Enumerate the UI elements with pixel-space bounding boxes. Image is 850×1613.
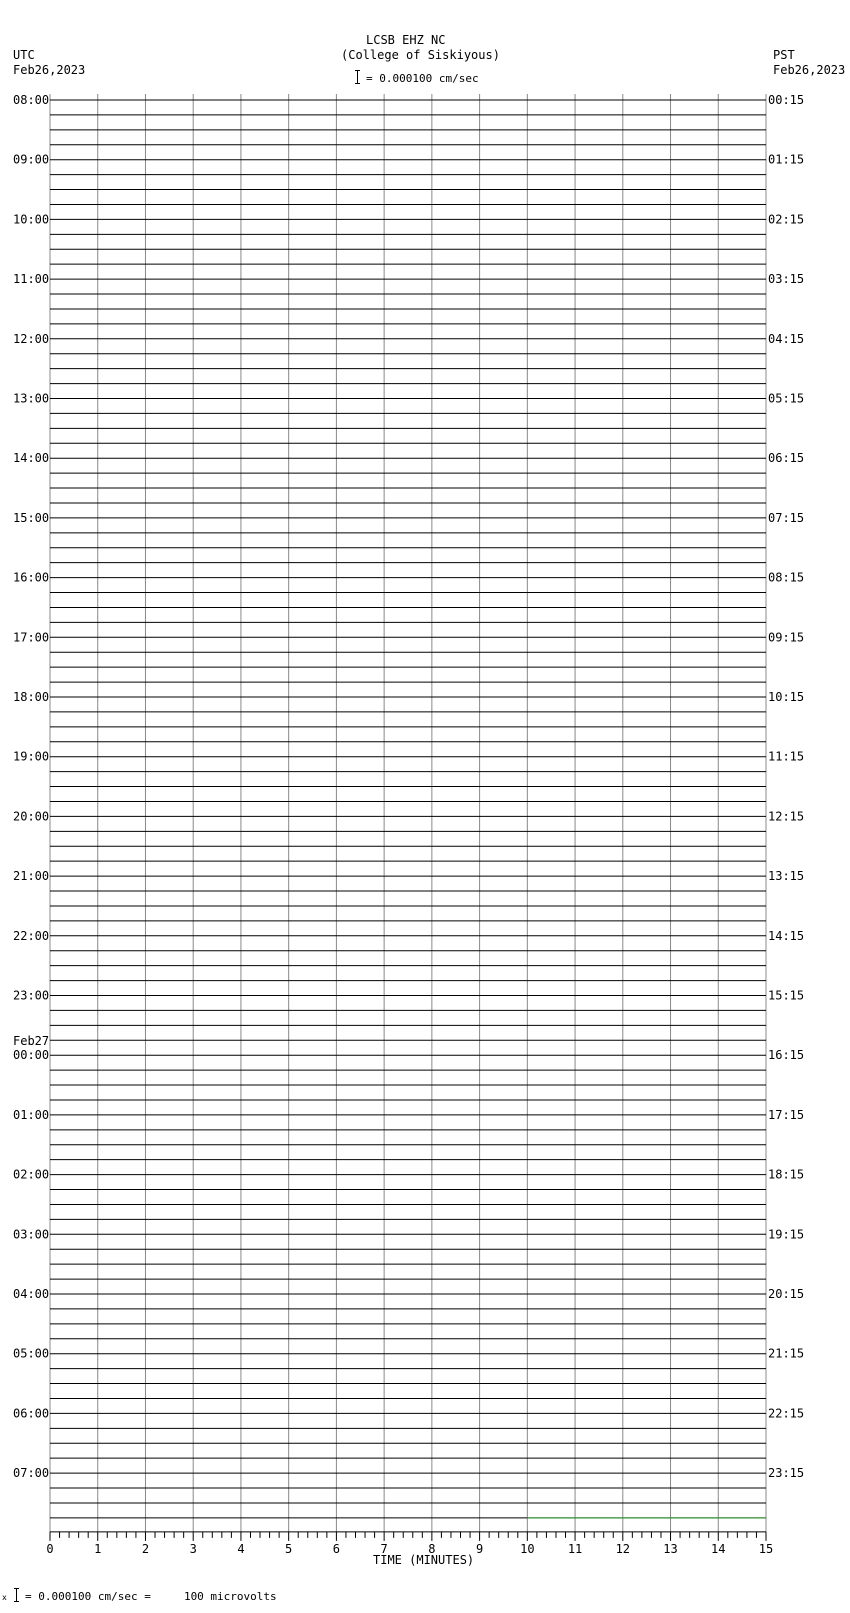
utc-hour-label: 22:00: [13, 928, 50, 943]
x-tick-label: 7: [380, 1541, 388, 1556]
utc-hour-label: 00:00: [13, 1048, 50, 1063]
utc-hour-label: 14:00: [13, 451, 50, 466]
footer-scale-note: = 0.000100 cm/sec = 100 microvolts: [25, 1590, 277, 1603]
x-tick-label: 14: [711, 1541, 726, 1556]
pst-hour-label: 08:15: [768, 570, 805, 585]
left-timezone: UTC: [13, 48, 35, 62]
utc-hour-label: 21:00: [13, 869, 50, 884]
x-tick-label: 0: [46, 1541, 54, 1556]
x-tick-label: 13: [663, 1541, 678, 1556]
x-axis-label: TIME (MINUTES): [373, 1553, 475, 1567]
pst-hour-label: 01:15: [768, 152, 805, 167]
utc-hour-label: 01:00: [13, 1107, 50, 1122]
x-tick-label: 5: [285, 1541, 293, 1556]
pst-hour-label: 12:15: [768, 809, 805, 824]
utc-hour-label: 07:00: [13, 1466, 50, 1481]
pst-hour-label: 17:15: [768, 1107, 805, 1122]
pst-hour-label: 15:15: [768, 988, 805, 1003]
pst-hour-label: 20:15: [768, 1287, 805, 1301]
pst-hour-label: 06:15: [768, 451, 805, 466]
pst-hour-label: 19:15: [768, 1227, 805, 1242]
left-date: Feb26,2023: [13, 63, 86, 77]
pst-hour-label: 23:15: [768, 1466, 805, 1481]
pst-hour-label: 13:15: [768, 869, 805, 884]
footer-scale-icon: [2, 1587, 20, 1601]
pst-hour-label: 00:15: [768, 93, 805, 107]
station-title: LCSB EHZ NC: [366, 33, 446, 47]
x-tick-label: 1: [94, 1541, 102, 1556]
utc-hour-label: 15:00: [13, 510, 50, 525]
pst-hour-label: 10:15: [768, 690, 805, 704]
x-tick-label: 15: [758, 1541, 774, 1556]
x-tick-label: 10: [520, 1541, 535, 1556]
pst-hour-label: 16:15: [768, 1048, 805, 1063]
x-tick-label: 8: [428, 1541, 436, 1556]
x-tick-label: 11: [567, 1541, 583, 1556]
utc-hour-label: 10:00: [13, 212, 50, 227]
pst-hour-label: 11:15: [768, 749, 805, 764]
svg-text:x: x: [2, 1593, 7, 1602]
utc-hour-label: 03:00: [13, 1227, 50, 1242]
pst-hour-label: 05:15: [768, 391, 805, 406]
x-tick-label: 9: [475, 1541, 484, 1556]
pst-hour-label: 22:15: [768, 1406, 805, 1421]
utc-hour-label: 17:00: [13, 630, 50, 645]
pst-hour-label: 02:15: [768, 212, 805, 227]
scale-bar-icon: [355, 69, 360, 83]
utc-hour-label: 16:00: [13, 570, 50, 585]
scale-label: = 0.000100 cm/sec: [366, 72, 479, 85]
x-tick-label: 2: [141, 1541, 150, 1556]
utc-hour-label: 18:00: [13, 690, 50, 704]
pst-hour-label: 03:15: [768, 272, 805, 287]
utc-hour-label: 19:00: [13, 749, 50, 764]
utc-hour-label: 20:00: [13, 809, 50, 824]
utc-hour-label: 09:00: [13, 152, 50, 167]
pst-hour-label: 07:15: [768, 510, 805, 525]
station-location: (College of Siskiyous): [341, 48, 500, 62]
x-tick-label: 3: [189, 1541, 197, 1556]
utc-hour-label: 04:00: [13, 1287, 50, 1301]
x-tick-label: 4: [237, 1541, 245, 1556]
utc-date-change-label: Feb27: [13, 1034, 50, 1049]
utc-hour-label: 23:00: [13, 988, 50, 1003]
pst-hour-label: 18:15: [768, 1167, 805, 1182]
utc-hour-label: 11:00: [13, 272, 50, 287]
pst-hour-label: 14:15: [768, 928, 805, 943]
utc-hour-label: 08:00: [13, 93, 50, 107]
x-tick-label: 6: [332, 1541, 341, 1556]
pst-hour-label: 21:15: [768, 1346, 805, 1361]
right-timezone: PST: [773, 48, 795, 62]
utc-hour-label: 06:00: [13, 1406, 50, 1421]
utc-hour-label: 02:00: [13, 1167, 50, 1182]
utc-hour-label: 05:00: [13, 1346, 50, 1361]
pst-hour-label: 09:15: [768, 630, 805, 645]
x-tick-label: 12: [615, 1541, 631, 1556]
utc-hour-label: 13:00: [13, 391, 50, 406]
pst-hour-label: 04:15: [768, 331, 805, 346]
utc-hour-label: 12:00: [13, 331, 50, 346]
right-date: Feb26,2023: [773, 63, 846, 77]
